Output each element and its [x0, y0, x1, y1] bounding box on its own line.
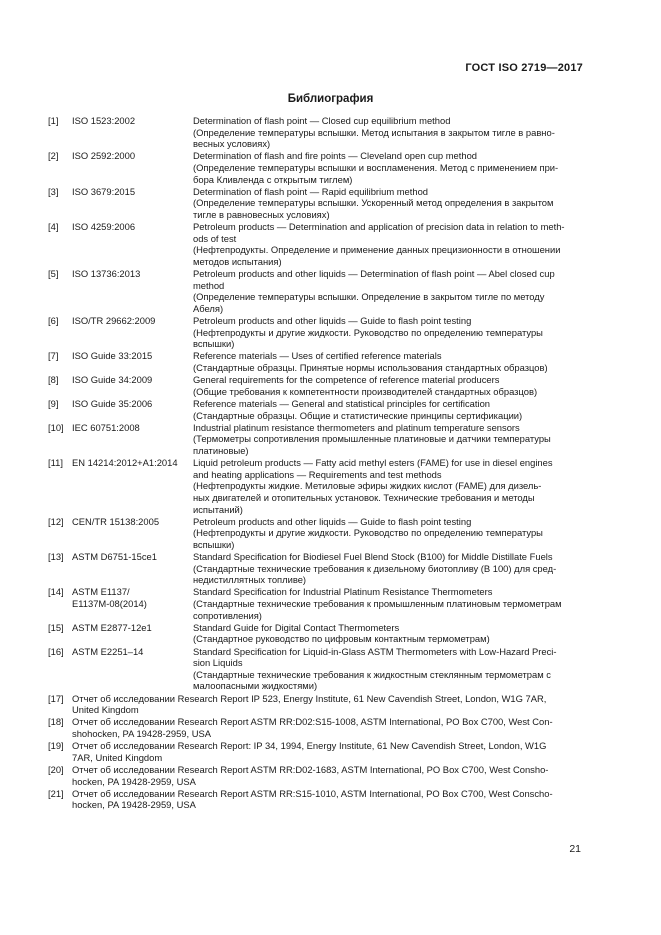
reference-number: [3] [48, 185, 59, 197]
reference-code: ISO 3679:2015 [72, 185, 136, 197]
report-line: hocken, PA 19428-2959, USA [72, 799, 196, 811]
reference-code: ISO 4259:2006 [72, 221, 136, 233]
reference-line: (Определение температуры вспышки и воспламенения. Метод с применением при- [193, 161, 559, 173]
report-description [72, 740, 583, 763]
reference-line: Standard Specification for Liquid-in-Glass ASTM Thermometers with Low-Hazard Preci- [193, 645, 557, 657]
report-description [72, 716, 583, 739]
report-line: 7AR, United Kingdom [72, 751, 163, 763]
reference-description [193, 268, 583, 314]
reference-line: Liquid petroleum products — Fatty acid methyl esters (FAME) for use in diesel engines [193, 457, 553, 469]
report-lead: Отчет об исследовании [72, 763, 175, 775]
report-line: hocken, PA 19428-2959, USA [72, 775, 196, 787]
reference-code: ISO/TR 29662:2009 [72, 315, 156, 327]
reference-description [193, 150, 583, 185]
report-line: Research Report ASTM RR:D02:S15-1008, ASTM International, PO Box C700, West Con- [177, 716, 553, 728]
reference-line: (Определение температуры вспышки. Метод испытания в закрытом тигле в равно- [193, 126, 555, 138]
reference-code: CEN/TR 15138:2005 [72, 515, 160, 527]
reference-line: ных двигателей и отопительных установок. Технические требования и методы [193, 491, 535, 503]
reference-description [193, 586, 583, 621]
bibliography-title: Библиография [287, 93, 374, 105]
reference-description [193, 350, 583, 373]
reference-line: малоопасными жидкостями) [193, 680, 318, 692]
reference-number: [9] [48, 398, 59, 409]
reference-line: method [193, 279, 225, 291]
report-lead: Отчет об исследовании [72, 716, 175, 728]
reference-line: методов испытания) [193, 255, 282, 267]
reference-code: ISO Guide 35:2006 [72, 398, 153, 409]
reference-line: Standard Specification for Biodiesel Fuel Blend Stock (B100) for Middle Distillate Fuels [193, 551, 553, 563]
reference-line: Standard Specification for Industrial Platinum Resistance Thermometers [193, 586, 493, 598]
report-first-line [72, 716, 583, 728]
reference-line: Petroleum products and other liquids — Guide to flash point testing [193, 315, 472, 327]
reference-code: ISO Guide 34:2009 [72, 374, 153, 386]
reference-line: (Стандартное руководство по цифровым контактным термометрам) [193, 633, 490, 645]
reference-line: Determination of flash point — Closed cup equilibrium method [193, 115, 451, 126]
reference-item [48, 422, 583, 457]
reference-line: ods of test [193, 232, 237, 244]
report-item [48, 764, 583, 787]
reference-line: sion Liquids [193, 657, 243, 669]
reference-item [48, 350, 583, 373]
reference-number: [13] [48, 551, 64, 563]
report-first-line [72, 693, 583, 705]
reference-number: [4] [48, 221, 59, 233]
reference-item [48, 586, 583, 621]
reference-code: ISO Guide 33:2015 [72, 350, 153, 362]
reference-item [48, 268, 583, 314]
report-item [48, 693, 583, 716]
reference-code: ISO 1523:2002 [72, 115, 136, 126]
reference-number: [15] [48, 621, 64, 633]
reference-line: вспышки) [193, 338, 235, 350]
reference-item [48, 374, 583, 397]
report-line: Research Report IP 523, Energy Institute, 61 New Cavendish Street, London, W1G 7AR, [177, 692, 547, 704]
reference-number: [16] [48, 645, 64, 657]
reference-item [48, 315, 583, 350]
reference-line: (Определение температуры вспышки. Определение в закрытом тигле по методу [193, 291, 545, 303]
reference-number: [10] [48, 421, 64, 433]
reference-line: (Стандартные технические требования к промышленным платиновым термометрам [193, 598, 562, 610]
report-line: United Kingdom [72, 704, 139, 716]
reference-description [193, 374, 583, 397]
reference-description [193, 221, 583, 267]
reference-line: тигле в равновесных условиях) [193, 208, 330, 220]
reference-number: [6] [48, 315, 59, 327]
reference-number: [20] [48, 763, 64, 775]
reference-line: (Нефтепродукты и другие жидкости. Руководство по определению температуры [193, 527, 543, 539]
report-item [48, 740, 583, 763]
reference-line: платиновые) [193, 444, 249, 456]
report-line: Research Report ASTM RR:S15-1010, ASTM International, PO Box C700, West Conscho- [177, 787, 553, 799]
reference-item [48, 551, 583, 586]
reference-line: Petroleum products — Determination and application of precision data in relation to meth- [193, 221, 565, 233]
reference-line: бора Кливленда с открытым тиглем) [193, 173, 353, 185]
reference-line: Reference materials — Uses of certified reference materials [193, 350, 442, 362]
report-item [48, 788, 583, 811]
reference-line: весных условиях) [193, 138, 271, 150]
report-description [72, 764, 583, 787]
reference-line: вспышки) [193, 538, 235, 550]
report-line: Research Report: IP 34, 1994, Energy Institute, 61 New Cavendish Street, London, W1G [177, 740, 547, 752]
reference-number: [21] [48, 787, 64, 799]
reference-code: EN 14214:2012+A1:2014 [72, 457, 178, 469]
reference-description [193, 646, 583, 692]
reference-item [48, 516, 583, 551]
reference-number: [14] [48, 586, 64, 598]
report-lead: Отчет об исследовании [72, 787, 175, 799]
reference-line: Determination of flash and fire points — Cleveland open cup method [193, 150, 478, 162]
reference-line: (Нефтепродукты и другие жидкости. Руководство по определению температуры [193, 326, 543, 338]
reference-number: [8] [48, 374, 59, 386]
report-first-line [72, 740, 583, 752]
reference-code: ASTM E2251–14 [72, 645, 144, 657]
reference-line: (Стандартные образцы. Общие и статистические принципы сертификации) [193, 409, 523, 421]
report-first-line [72, 788, 583, 800]
reference-item [48, 457, 583, 515]
reference-line: (Стандартные образцы. Принятые нормы использования стандартных образцов) [193, 362, 548, 374]
report-description [72, 788, 583, 811]
reference-item [48, 646, 583, 692]
page-number: 21 [569, 843, 581, 855]
reference-description [193, 315, 583, 350]
reference-list [48, 115, 583, 812]
reference-line: (Общие требования к компетентности производителей стандартных образцов) [193, 385, 538, 397]
report-item [48, 716, 583, 739]
reference-line: Petroleum products and other liquids — Guide to flash point testing [193, 515, 472, 527]
reference-line: Determination of flash point — Rapid equilibrium method [193, 185, 429, 197]
reference-number: [5] [48, 268, 59, 280]
reference-description [193, 186, 583, 221]
reference-line: сопротивления) [193, 609, 262, 621]
reference-description [193, 516, 583, 551]
reference-code: ISO 2592:2000 [72, 150, 136, 162]
reference-line: (Стандартные технические требования к жидкостным стеклянным термометрам с [193, 668, 551, 680]
reference-number: [12] [48, 515, 64, 527]
reference-line: (Нефтепродукты. Определение и применение данных прецизионности в отношении [193, 244, 561, 256]
reference-line: недистиллятных топливе) [193, 574, 307, 586]
reference-line: Petroleum products and other liquids — Determination of flash point — Abel closed cup [193, 268, 555, 280]
reference-line: (Определение температуры вспышки. Ускоренный метод определения в закрытом [193, 197, 554, 209]
reference-number: [19] [48, 740, 64, 752]
reference-code: ASTM E1137/ E1137M-08(2014) [72, 586, 147, 610]
reference-line: (Стандартные технические требования к дизельному биотопливу (В 100) для сред- [193, 562, 557, 574]
reference-description [193, 398, 583, 421]
reference-description [193, 115, 583, 150]
reference-description [193, 422, 583, 457]
reference-line: General requirements for the competence of reference material producers [193, 374, 500, 386]
reference-number: [11] [48, 457, 63, 469]
reference-description [193, 551, 583, 586]
reference-number: [18] [48, 716, 64, 728]
reference-number: [17] [48, 692, 64, 704]
reference-line: Standard Guide for Digital Contact Thermometers [193, 621, 400, 633]
report-line: Research Report ASTM RR:D02-1683, ASTM International, PO Box C700, West Consho- [177, 763, 549, 775]
page-header-standard: ГОСТ ISO 2719—2017 [465, 62, 583, 74]
reference-code: ISO 13736:2013 [72, 268, 141, 280]
reference-number: [2] [48, 150, 59, 162]
reference-number: [1] [48, 115, 59, 126]
reference-item [48, 150, 583, 185]
report-first-line [72, 764, 583, 776]
reference-line: Industrial platinum resistance thermometers and platinum temperature sensors [193, 421, 520, 433]
reference-line: испытаний) [193, 503, 243, 515]
reference-line: and heating applications — Requirements and test methods [193, 468, 442, 480]
reference-item [48, 186, 583, 221]
reference-line: Reference materials — General and statistical principles for certification [193, 398, 491, 409]
reference-item [48, 398, 583, 421]
reference-code: ASTM D6751-15ce1 [72, 551, 157, 563]
reference-item [48, 622, 583, 645]
reference-item [48, 221, 583, 267]
report-lead: Отчет об исследовании [72, 692, 175, 704]
report-description [72, 693, 583, 716]
reference-number: [7] [48, 350, 59, 362]
reference-line: (Термометры сопротивления промышленные платиновые и датчики температуры [193, 433, 551, 445]
reference-code: ASTM E2877-12e1 [72, 621, 152, 633]
reference-item [48, 115, 583, 150]
reference-description [193, 622, 583, 645]
reference-code: IEC 60751:2008 [72, 421, 140, 433]
report-lead: Отчет об исследовании [72, 740, 175, 752]
reference-line: Абеля) [193, 302, 224, 314]
reference-line: (Нефтепродукты жидкие. Метиловые эфиры жидких кислот (FAME) для дизель- [193, 480, 542, 492]
reference-description [193, 457, 583, 515]
report-line: shohocken, PA 19428-2959, USA [72, 727, 211, 739]
